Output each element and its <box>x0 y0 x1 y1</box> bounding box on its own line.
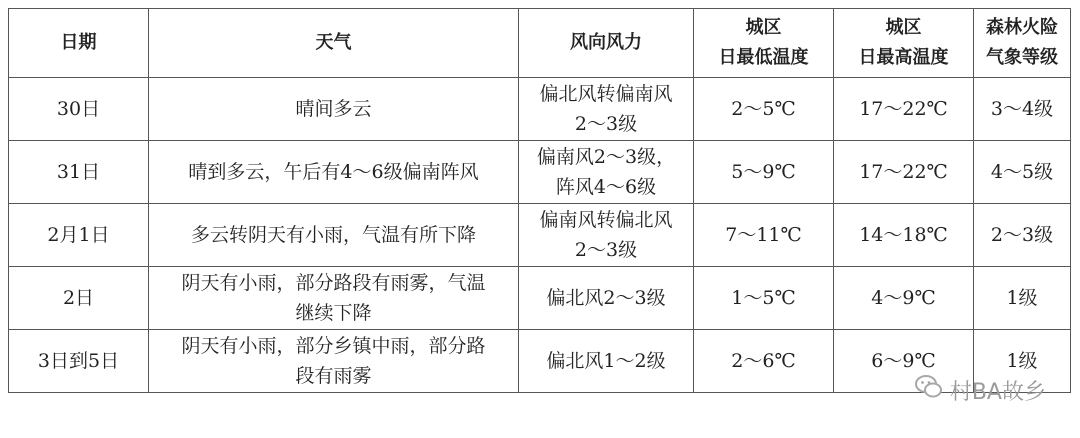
header-date: 日期 <box>9 9 149 78</box>
cell-fire-level: 1级 <box>974 330 1071 393</box>
cell-high-temp: 4～9℃ <box>834 267 974 330</box>
watermark-text: 村BA故乡 <box>949 379 1046 405</box>
table-row <box>9 141 1071 204</box>
header-weather: 天气 <box>149 9 519 78</box>
cell-low-temp: 2～5℃ <box>694 78 834 141</box>
cell-fire-level: 1级 <box>974 267 1071 330</box>
cell-fire-level: 2～3级 <box>974 204 1071 267</box>
header-fire-level: 森林火险 气象等级 <box>974 9 1071 78</box>
cell-high-temp: 14～18℃ <box>834 204 974 267</box>
cell-weather: 阴天有小雨，部分乡镇中雨，部分路 段有雨雾 <box>149 330 519 393</box>
cell-wind: 偏北风2～3级 <box>519 267 694 330</box>
cell-weather: 阴天有小雨，部分路段有雨雾，气温 继续下降 <box>149 267 519 330</box>
cell-date: 2月1日 <box>9 204 149 267</box>
cell-date: 31日 <box>9 141 149 204</box>
cell-low-temp: 7～11℃ <box>694 204 834 267</box>
header-low-temp: 城区 日最低温度 <box>694 9 834 78</box>
cell-date: 2日 <box>9 267 149 330</box>
cell-fire-level: 3～4级 <box>974 78 1071 141</box>
cell-wind: 偏南风转偏北风 2～3级 <box>519 204 694 267</box>
cell-high-temp: 6～9℃ <box>834 330 974 393</box>
header-row <box>9 9 1071 78</box>
cell-date: 3日到5日 <box>9 330 149 393</box>
cell-high-temp: 17～22℃ <box>834 78 974 141</box>
cell-low-temp: 2～6℃ <box>694 330 834 393</box>
cell-wind: 偏北风转偏南风 2～3级 <box>519 78 694 141</box>
cell-wind: 偏南风2～3级， 阵风4～6级 <box>519 141 694 204</box>
cell-wind: 偏北风1～2级 <box>519 330 694 393</box>
wechat-icon <box>914 372 944 408</box>
table-row <box>9 204 1071 267</box>
watermark <box>914 372 1046 408</box>
table-row <box>9 330 1071 393</box>
cell-low-temp: 5～9℃ <box>694 141 834 204</box>
header-wind: 风向风力 <box>519 9 694 78</box>
weather-forecast-table <box>8 8 1071 393</box>
header-high-temp: 城区 日最高温度 <box>834 9 974 78</box>
cell-weather: 晴到多云，午后有4～6级偏南阵风 <box>149 141 519 204</box>
cell-date: 30日 <box>9 78 149 141</box>
cell-weather: 多云转阴天有小雨，气温有所下降 <box>149 204 519 267</box>
table-row <box>9 78 1071 141</box>
cell-high-temp: 17～22℃ <box>834 141 974 204</box>
cell-weather: 晴间多云 <box>149 78 519 141</box>
cell-low-temp: 1～5℃ <box>694 267 834 330</box>
table-row <box>9 267 1071 330</box>
cell-fire-level: 4～5级 <box>974 141 1071 204</box>
